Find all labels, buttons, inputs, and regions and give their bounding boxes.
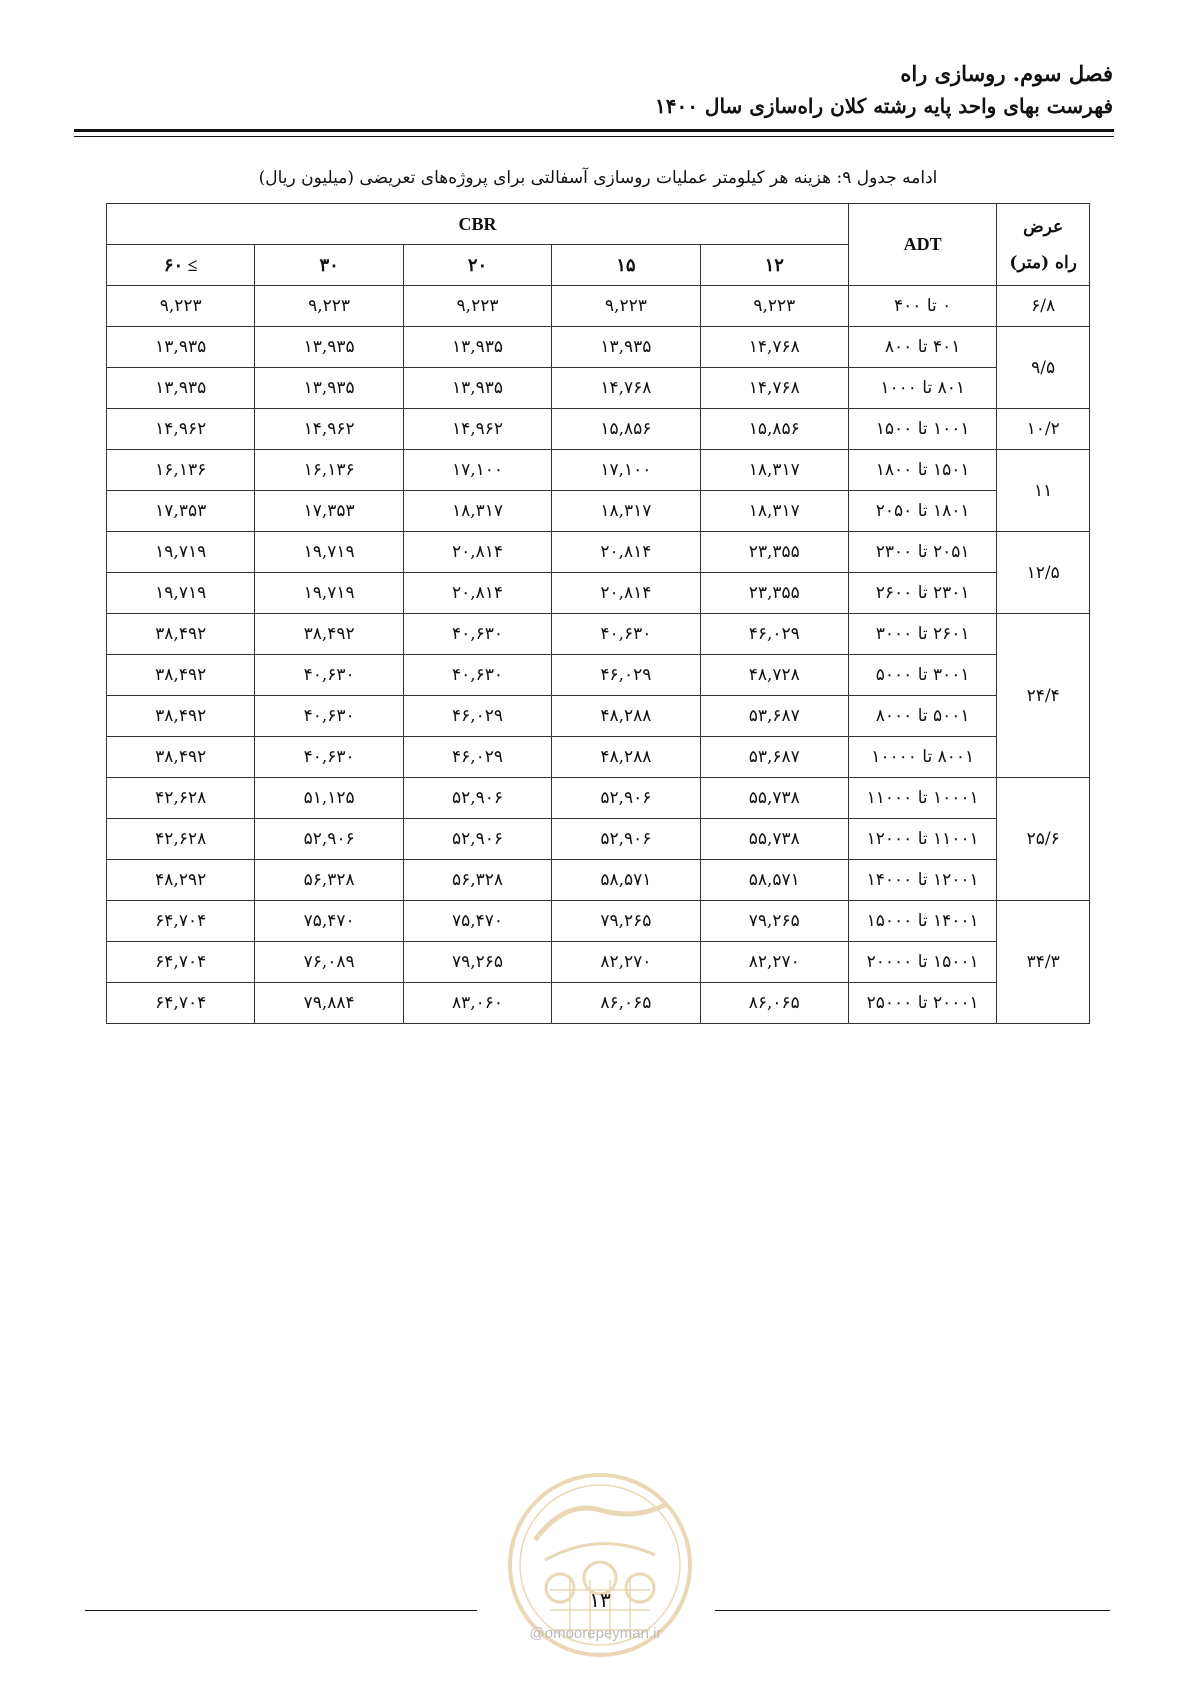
table-row <box>107 655 1090 696</box>
page-header <box>73 58 1113 122</box>
cost-value-cell: ۱۸,۳۱۷ <box>403 491 551 532</box>
cost-value-cell: ۱۸,۳۱۷ <box>700 491 848 532</box>
table-row <box>107 327 1090 368</box>
cost-value-cell: ۴۶,۰۲۹ <box>403 737 551 778</box>
cost-value-cell: ۴۲,۶۲۸ <box>107 778 255 819</box>
cost-value-cell: ۲۳,۳۵۵ <box>700 532 848 573</box>
cost-value-cell: ۵۶,۳۲۸ <box>255 860 403 901</box>
cbr-level-header: ۲۰ <box>403 245 551 286</box>
cost-value-cell: ۹,۲۲۳ <box>403 286 551 327</box>
cost-value-cell: ۴۸,۲۸۸ <box>552 696 700 737</box>
cost-value-cell: ۱۹,۷۱۹ <box>107 532 255 573</box>
cost-value-cell: ۵۲,۹۰۶ <box>552 778 700 819</box>
table-row <box>107 696 1090 737</box>
cost-value-cell: ۵۶,۳۲۸ <box>403 860 551 901</box>
cost-value-cell: ۵۳,۶۸۷ <box>700 737 848 778</box>
cost-value-cell: ۱۴,۹۶۲ <box>107 409 255 450</box>
cost-value-cell: ۸۶,۰۶۵ <box>552 983 700 1024</box>
cost-value-cell: ۴۶,۰۲۹ <box>403 696 551 737</box>
cbr-column-header: CBR <box>107 204 849 245</box>
table-body <box>107 286 1090 1024</box>
cost-value-cell: ۴۸,۷۲۸ <box>700 655 848 696</box>
cost-value-cell: ۵۲,۹۰۶ <box>403 778 551 819</box>
road-width-cell: ۲۴/۴ <box>997 614 1090 778</box>
cost-value-cell: ۵۵,۷۳۸ <box>700 778 848 819</box>
cost-value-cell: ۹,۲۲۳ <box>107 286 255 327</box>
adt-range-cell: ۱۲۰۰۱ تا ۱۴۰۰۰ <box>848 860 996 901</box>
header-rule-thick <box>74 129 1114 132</box>
adt-range-cell: ۱۵۰۰۱ تا ۲۰۰۰۰ <box>848 942 996 983</box>
cost-value-cell: ۱۳,۹۳۵ <box>403 368 551 409</box>
cost-value-cell: ۵۳,۶۸۷ <box>700 696 848 737</box>
road-width-cell: ۳۴/۳ <box>997 901 1090 1024</box>
cost-value-cell: ۷۹,۲۶۵ <box>403 942 551 983</box>
cost-value-cell: ۴۰,۶۳۰ <box>403 655 551 696</box>
cost-value-cell: ۱۵,۸۵۶ <box>552 409 700 450</box>
cost-value-cell: ۷۵,۴۷۰ <box>403 901 551 942</box>
cost-value-cell: ۲۰,۸۱۴ <box>403 532 551 573</box>
road-width-cell: ۱۲/۵ <box>997 532 1090 614</box>
cost-value-cell: ۹,۲۲۳ <box>700 286 848 327</box>
adt-range-cell: ۱۰۰۰۱ تا ۱۱۰۰۰ <box>848 778 996 819</box>
header-rule-thin <box>74 136 1114 137</box>
cost-value-cell: ۳۸,۴۹۲ <box>107 614 255 655</box>
table-row <box>107 409 1090 450</box>
cost-value-cell: ۱۳,۹۳۵ <box>403 327 551 368</box>
table-row <box>107 532 1090 573</box>
site-url: @omoorepeyman.ir <box>529 1625 662 1642</box>
page-number: ۱۳ <box>589 1588 611 1612</box>
adt-range-cell: ۲۰۵۱ تا ۲۳۰۰ <box>848 532 996 573</box>
cost-value-cell: ۴۰,۶۳۰ <box>255 696 403 737</box>
adt-range-cell: ۱۱۰۰۱ تا ۱۲۰۰۰ <box>848 819 996 860</box>
cost-value-cell: ۱۷,۳۵۳ <box>107 491 255 532</box>
cost-value-cell: ۸۲,۲۷۰ <box>700 942 848 983</box>
cost-value-cell: ۴۶,۰۲۹ <box>700 614 848 655</box>
cost-value-cell: ۲۰,۸۱۴ <box>403 573 551 614</box>
cost-value-cell: ۱۳,۹۳۵ <box>107 327 255 368</box>
cost-value-cell: ۲۰,۸۱۴ <box>552 573 700 614</box>
road-width-cell: ۱۰/۲ <box>997 409 1090 450</box>
table-row <box>107 778 1090 819</box>
road-width-cell: ۹/۵ <box>997 327 1090 409</box>
chapter-title: فصل سوم. روسازی راه <box>900 61 1113 86</box>
cost-value-cell: ۱۳,۹۳۵ <box>552 327 700 368</box>
adt-range-cell: ۵۰۰۱ تا ۸۰۰۰ <box>848 696 996 737</box>
cost-value-cell: ۸۳,۰۶۰ <box>403 983 551 1024</box>
cost-value-cell: ۵۲,۹۰۶ <box>552 819 700 860</box>
cost-value-cell: ۷۵,۴۷۰ <box>255 901 403 942</box>
cost-value-cell: ۴۰,۶۳۰ <box>255 737 403 778</box>
table-row <box>107 860 1090 901</box>
cost-table <box>106 203 1090 1024</box>
cost-value-cell: ۱۹,۷۱۹ <box>255 532 403 573</box>
cost-value-cell: ۴۸,۲۹۲ <box>107 860 255 901</box>
adt-range-cell: ۱۵۰۱ تا ۱۸۰۰ <box>848 450 996 491</box>
cost-value-cell: ۴۲,۶۲۸ <box>107 819 255 860</box>
cost-value-cell: ۱۴,۹۶۲ <box>255 409 403 450</box>
cost-value-cell: ۳۸,۴۹۲ <box>255 614 403 655</box>
adt-range-cell: ۲۳۰۱ تا ۲۶۰۰ <box>848 573 996 614</box>
cost-value-cell: ۹,۲۲۳ <box>255 286 403 327</box>
width-header-line2: راه (متر) <box>1009 252 1077 273</box>
footer-rule-left <box>85 1610 477 1611</box>
cost-value-cell: ۶۴,۷۰۴ <box>107 901 255 942</box>
cost-value-cell: ۱۸,۳۱۷ <box>552 491 700 532</box>
road-width-cell: ۱۱ <box>997 450 1090 532</box>
cost-value-cell: ۱۴,۹۶۲ <box>403 409 551 450</box>
cost-value-cell: ۱۴,۷۶۸ <box>700 368 848 409</box>
table-row <box>107 614 1090 655</box>
adt-range-cell: ۸۰۱ تا ۱۰۰۰ <box>848 368 996 409</box>
cbr-level-header: ۳۰ <box>255 245 403 286</box>
cost-value-cell: ۴۰,۶۳۰ <box>552 614 700 655</box>
cost-value-cell: ۱۶,۱۳۶ <box>107 450 255 491</box>
cost-value-cell: ۵۲,۹۰۶ <box>403 819 551 860</box>
cost-value-cell: ۵۸,۵۷۱ <box>700 860 848 901</box>
cost-value-cell: ۱۴,۷۶۸ <box>700 327 848 368</box>
cost-value-cell: ۹,۲۲۳ <box>552 286 700 327</box>
cost-value-cell: ۳۸,۴۹۲ <box>107 737 255 778</box>
table-row <box>107 491 1090 532</box>
cost-value-cell: ۱۳,۹۳۵ <box>255 368 403 409</box>
adt-range-cell: ۴۰۱ تا ۸۰۰ <box>848 327 996 368</box>
adt-range-cell: ۸۰۰۱ تا ۱۰۰۰۰ <box>848 737 996 778</box>
cost-value-cell: ۱۶,۱۳۶ <box>255 450 403 491</box>
table-row <box>107 819 1090 860</box>
width-column-header <box>997 204 1090 286</box>
adt-range-cell: ۰ تا ۴۰۰ <box>848 286 996 327</box>
cost-value-cell: ۵۱,۱۲۵ <box>255 778 403 819</box>
adt-range-cell: ۳۰۰۱ تا ۵۰۰۰ <box>848 655 996 696</box>
cost-value-cell: ۴۰,۶۳۰ <box>403 614 551 655</box>
cost-value-cell: ۳۸,۴۹۲ <box>107 696 255 737</box>
footer-rule-right <box>715 1610 1110 1611</box>
document-subtitle: فهرست بهای واحد پایه رشته کلان راه‌سازی سال ۱۴۰۰ <box>655 94 1113 118</box>
cost-value-cell: ۱۳,۹۳۵ <box>107 368 255 409</box>
adt-range-cell: ۲۶۰۱ تا ۳۰۰۰ <box>848 614 996 655</box>
table-row <box>107 737 1090 778</box>
cost-value-cell: ۷۹,۲۶۵ <box>700 901 848 942</box>
table-row <box>107 450 1090 491</box>
cost-value-cell: ۵۸,۵۷۱ <box>552 860 700 901</box>
cost-value-cell: ۱۷,۱۰۰ <box>403 450 551 491</box>
cbr-level-header: ۱۵ <box>552 245 700 286</box>
table-caption: ادامه جدول ۹: هزینه هر کیلومتر عملیات روسازی آسفالتی برای پروژه‌های تعریضی (میلیون ریال) <box>258 168 938 188</box>
road-width-cell: ۶/۸ <box>997 286 1090 327</box>
cost-value-cell: ۱۷,۳۵۳ <box>255 491 403 532</box>
cost-value-cell: ۳۸,۴۹۲ <box>107 655 255 696</box>
cost-value-cell: ۱۴,۷۶۸ <box>552 368 700 409</box>
cbr-level-header: ≥ ۶۰ <box>107 245 255 286</box>
cost-value-cell: ۲۰,۸۱۴ <box>552 532 700 573</box>
cost-value-cell: ۱۹,۷۱۹ <box>107 573 255 614</box>
cbr-level-header: ۱۲ <box>700 245 848 286</box>
cost-value-cell: ۶۴,۷۰۴ <box>107 983 255 1024</box>
cost-value-cell: ۶۴,۷۰۴ <box>107 942 255 983</box>
table-row <box>107 573 1090 614</box>
adt-column-header: ADT <box>848 204 996 286</box>
cost-value-cell: ۷۹,۸۸۴ <box>255 983 403 1024</box>
adt-range-cell: ۲۰۰۰۱ تا ۲۵۰۰۰ <box>848 983 996 1024</box>
cost-value-cell: ۷۹,۲۶۵ <box>552 901 700 942</box>
cost-value-cell: ۱۵,۸۵۶ <box>700 409 848 450</box>
table-row <box>107 368 1090 409</box>
cost-value-cell: ۲۳,۳۵۵ <box>700 573 848 614</box>
adt-range-cell: ۱۴۰۰۱ تا ۱۵۰۰۰ <box>848 901 996 942</box>
adt-range-cell: ۱۰۰۱ تا ۱۵۰۰ <box>848 409 996 450</box>
cost-value-cell: ۴۸,۲۸۸ <box>552 737 700 778</box>
cost-value-cell: ۱۳,۹۳۵ <box>255 327 403 368</box>
cost-value-cell: ۴۰,۶۳۰ <box>255 655 403 696</box>
cost-value-cell: ۱۹,۷۱۹ <box>255 573 403 614</box>
cost-value-cell: ۱۷,۱۰۰ <box>552 450 700 491</box>
table-row <box>107 942 1090 983</box>
table-row <box>107 901 1090 942</box>
cost-value-cell: ۸۲,۲۷۰ <box>552 942 700 983</box>
cost-value-cell: ۴۶,۰۲۹ <box>552 655 700 696</box>
adt-range-cell: ۱۸۰۱ تا ۲۰۵۰ <box>848 491 996 532</box>
width-header-line1: عرض <box>1023 216 1064 237</box>
cost-value-cell: ۷۶,۰۸۹ <box>255 942 403 983</box>
table-row <box>107 983 1090 1024</box>
table-row <box>107 286 1090 327</box>
road-width-cell: ۲۵/۶ <box>997 778 1090 901</box>
cost-value-cell: ۱۸,۳۱۷ <box>700 450 848 491</box>
cost-value-cell: ۸۶,۰۶۵ <box>700 983 848 1024</box>
cost-value-cell: ۵۵,۷۳۸ <box>700 819 848 860</box>
cost-value-cell: ۵۲,۹۰۶ <box>255 819 403 860</box>
